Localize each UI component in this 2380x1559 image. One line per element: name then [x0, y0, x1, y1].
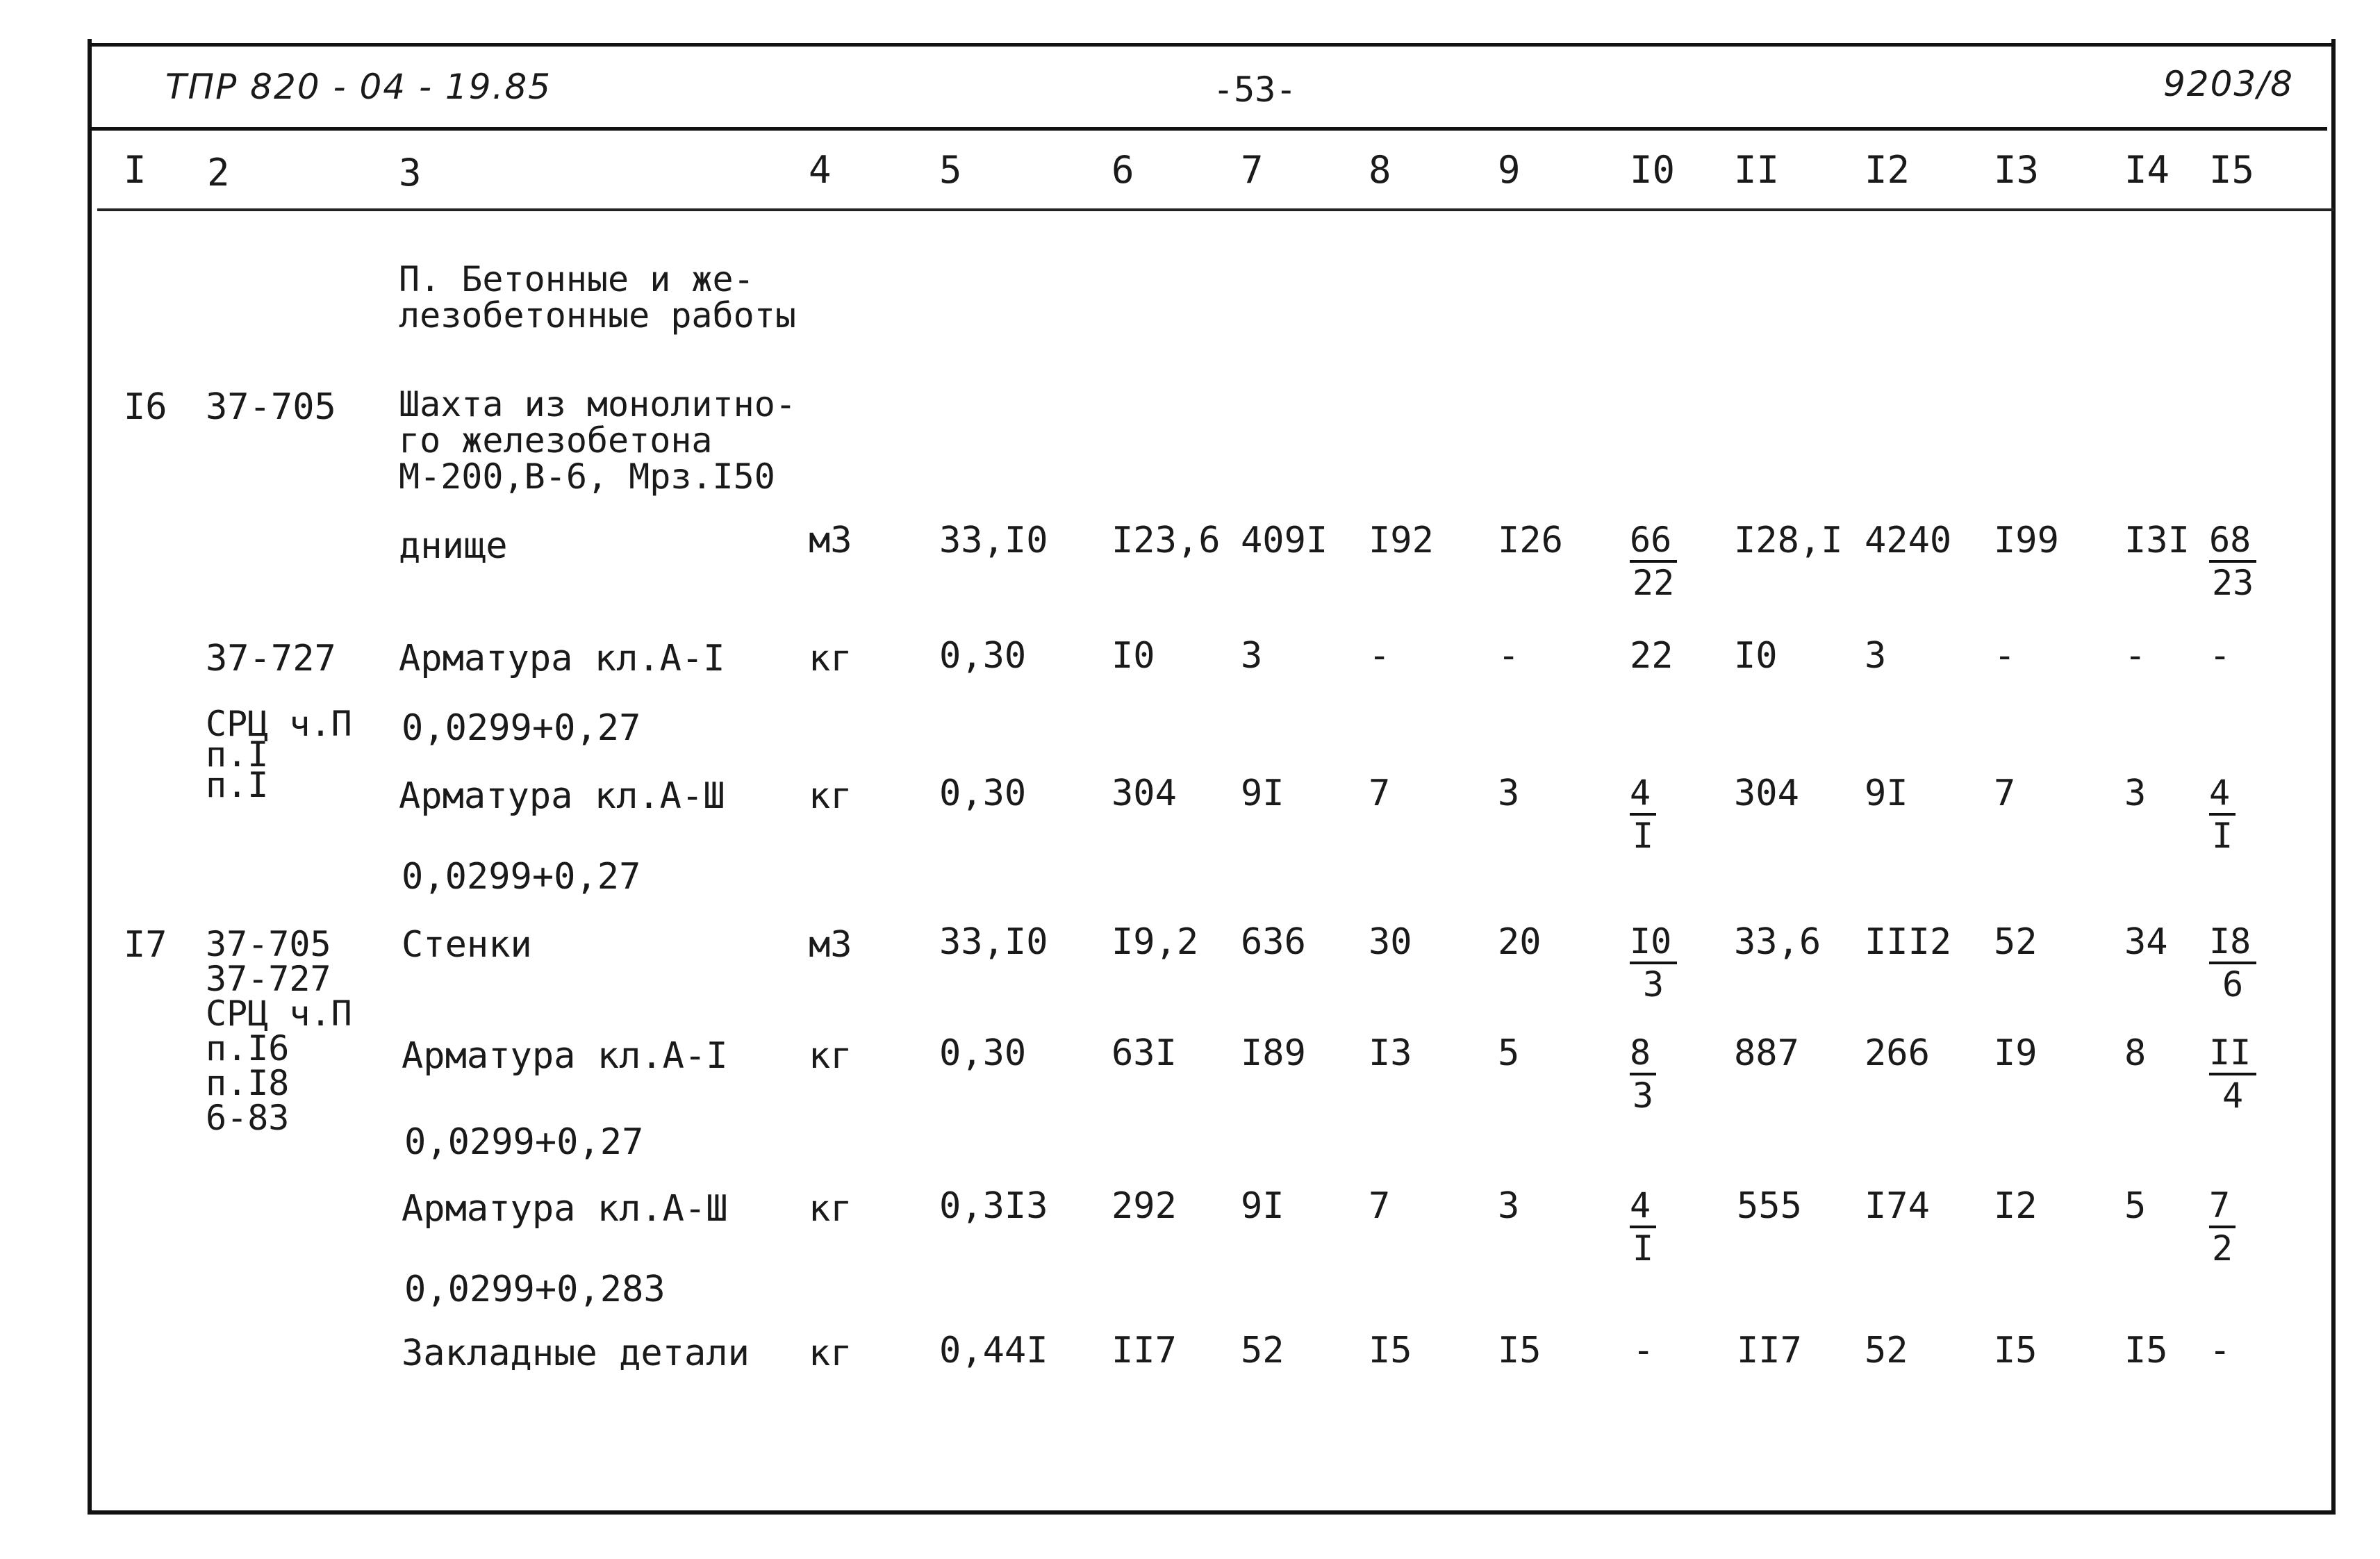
bottom-c11: I28,I [1734, 520, 1843, 561]
arm3-formula: 0,0299+0,27 [402, 856, 641, 898]
arm1-unit: кг [809, 638, 852, 679]
row-17-c13: 52 [1994, 921, 2038, 963]
col-header-13: I3 [1994, 148, 2040, 192]
bottom-c7: 409I [1241, 520, 1328, 561]
wall-arm3-c13: I2 [1994, 1185, 2038, 1227]
bottom-c13: I99 [1994, 520, 2059, 561]
wall-arm3-c9: 3 [1498, 1185, 1520, 1227]
row-17-unit: м3 [809, 924, 852, 966]
arm3-c7: 9I [1241, 773, 1284, 814]
embed-c12: 52 [1865, 1330, 1908, 1371]
bottom-c5: 33,I0 [939, 520, 1048, 561]
header-rule [92, 127, 2327, 131]
row-16-code: 37-705 [206, 386, 336, 428]
arm3-c5: 0,30 [939, 773, 1027, 814]
col-header-3: 3 [399, 151, 422, 195]
arm1-c9: - [1498, 635, 1520, 677]
arm1-c14: - [2124, 635, 2147, 677]
embed-unit: кг [809, 1333, 852, 1374]
wall-arm3-c12: I74 [1865, 1185, 1930, 1227]
wall-arm1-c10: $\frac{8}{3}$ [1630, 1035, 1656, 1113]
arm3-c11: 304 [1734, 773, 1799, 814]
row-17-c14: 34 [2124, 921, 2168, 963]
wall-arm3-c15: $\frac{7}{2}$ [2209, 1188, 2236, 1266]
arm3-c14: 3 [2124, 773, 2147, 814]
col-header-4: 4 [809, 148, 832, 192]
row-17-c6: I9,2 [1112, 921, 1199, 963]
arm1-c5: 0,30 [939, 635, 1027, 677]
wall-arm3-c7: 9I [1241, 1185, 1284, 1227]
row-17-c9: 20 [1498, 921, 1542, 963]
embed-c6: II7 [1112, 1330, 1177, 1371]
wall-arm1-c13: I9 [1994, 1032, 2038, 1074]
arm3-c12: 9I [1865, 773, 1908, 814]
wall-arm3-c10: $\frac{4}{I}$ [1630, 1188, 1656, 1266]
embed-c8: I5 [1369, 1330, 1412, 1371]
arm1-c10: 22 [1630, 635, 1674, 677]
arm1-c13: - [1994, 635, 2016, 677]
wall-arm3-c6: 292 [1112, 1185, 1177, 1227]
row-17-c7: 636 [1241, 921, 1306, 963]
bottom-unit: м3 [809, 520, 852, 561]
arm3-c13: 7 [1994, 773, 2016, 814]
arm3-c10: $\frac{4}{I}$ [1630, 775, 1656, 853]
embed-name: Закладные детали [402, 1333, 750, 1374]
col-header-7: 7 [1241, 148, 1264, 192]
arm3-c9: 3 [1498, 773, 1520, 814]
wall-arm3-c14: 5 [2124, 1185, 2147, 1227]
bottom-c6: I23,6 [1112, 520, 1221, 561]
wall-arm3-formula: 0,0299+0,283 [404, 1269, 666, 1310]
wall-arm1-c6: 63I [1112, 1032, 1177, 1074]
col-header-8: 8 [1369, 148, 1391, 192]
col-header-5: 5 [939, 148, 962, 192]
col-header-1: I [124, 148, 147, 192]
row-17-c12: III2 [1865, 921, 1952, 963]
col-header-11: II [1734, 148, 1780, 192]
bottom-c10: $\frac{66}{22}$ [1630, 522, 1677, 600]
arm1-c11: I0 [1734, 635, 1778, 677]
row-17-c11: 33,6 [1734, 921, 1821, 963]
section-title: П. Бетонные и же- лезобетонные работы [399, 259, 796, 336]
wall-arm1-unit: кг [809, 1035, 852, 1077]
embed-c10: - [1633, 1330, 1655, 1371]
wall-arm1-c15: $\frac{II}{4}$ [2209, 1035, 2256, 1113]
bottom-c9: I26 [1498, 520, 1563, 561]
wall-arm1-c14: 8 [2124, 1032, 2147, 1074]
wall-arm1-c8: I3 [1369, 1032, 1412, 1074]
arm1-code: 37-727 [206, 638, 336, 679]
wall-arm1-c5: 0,30 [939, 1032, 1027, 1074]
page-number: -53- [1213, 69, 1297, 110]
arm3-c8: 7 [1369, 773, 1391, 814]
bottom-name: днище [399, 525, 508, 567]
bottom-c14: I3I [2124, 520, 2190, 561]
sheet-number: 9203/8 [2163, 64, 2294, 104]
wall-arm1-c11: 887 [1734, 1032, 1799, 1074]
embed-c13: I5 [1994, 1330, 2038, 1371]
arm1-c8: - [1369, 635, 1391, 677]
srtz-reference: СРЦ ч.П п.I п.I [206, 704, 352, 805]
row-17-name: Стенки [402, 924, 532, 966]
row-17-c15: $\frac{I8}{6}$ [2209, 924, 2256, 1002]
col-header-9: 9 [1498, 148, 1521, 192]
top-rule [88, 43, 2331, 47]
arm1-c7: 3 [1241, 635, 1263, 677]
embed-c5: 0,44I [939, 1330, 1048, 1371]
wall-arm3-c5: 0,3I3 [939, 1185, 1048, 1227]
document-code: ТПР 820 - 04 - 19.85 [165, 67, 552, 107]
row-16-name: Шахта из монолитно- го железобетона М-200,В-6, Мрз.I50 [399, 384, 796, 497]
row-17-number: I7 [124, 924, 167, 966]
wall-arm1-c7: I89 [1241, 1032, 1306, 1074]
row-17-c10: $\frac{I0}{3}$ [1630, 924, 1677, 1002]
arm3-c15: $\frac{4}{I}$ [2209, 775, 2236, 853]
wall-arm1-c12: 266 [1865, 1032, 1930, 1074]
col-header-15: I5 [2209, 148, 2255, 192]
bottom-c15: $\frac{68}{23}$ [2209, 522, 2256, 600]
embed-c7: 52 [1241, 1330, 1284, 1371]
arm1-name: Арматура кл.А-I [399, 638, 725, 679]
row-17-codes: 37-705 37-727 СРЦ ч.П п.I6 п.I8 6-83 [206, 924, 352, 1138]
row-17-c5: 33,I0 [939, 921, 1048, 963]
col-header-10: I0 [1630, 148, 1676, 192]
embed-c15: - [2209, 1330, 2231, 1371]
col-header-14: I4 [2124, 148, 2170, 192]
arm3-name: Арматура кл.А-Ш [399, 775, 725, 817]
arm1-c6: I0 [1112, 635, 1155, 677]
wall-arm3-unit: кг [809, 1188, 852, 1230]
embed-c11: II7 [1737, 1330, 1802, 1371]
wall-arm3-c8: 7 [1369, 1185, 1391, 1227]
wall-arm1-name: Арматура кл.А-I [402, 1035, 728, 1077]
row-16-number: I6 [124, 386, 167, 428]
bottom-c8: I92 [1369, 520, 1434, 561]
wall-arm1-c9: 5 [1498, 1032, 1520, 1074]
col-header-2: 2 [207, 151, 230, 195]
embed-c14: I5 [2124, 1330, 2168, 1371]
wall-arm3-name: Арматура кл.А-Ш [402, 1188, 728, 1230]
wall-arm3-c11: 555 [1737, 1185, 1802, 1227]
arm1-c12: 3 [1865, 635, 1887, 677]
col-header-12: I2 [1865, 148, 1910, 192]
arm3-unit: кг [809, 775, 852, 817]
embed-c9: I5 [1498, 1330, 1542, 1371]
column-header-rule [97, 208, 2334, 211]
row-17-c8: 30 [1369, 921, 1412, 963]
arm3-c6: 304 [1112, 773, 1177, 814]
col-header-6: 6 [1112, 148, 1134, 192]
arm1-formula: 0,0299+0,27 [402, 707, 641, 749]
wall-arm1-formula: 0,0299+0,27 [404, 1121, 644, 1163]
bottom-c12: 4240 [1865, 520, 1952, 561]
arm1-c15: - [2209, 635, 2231, 677]
